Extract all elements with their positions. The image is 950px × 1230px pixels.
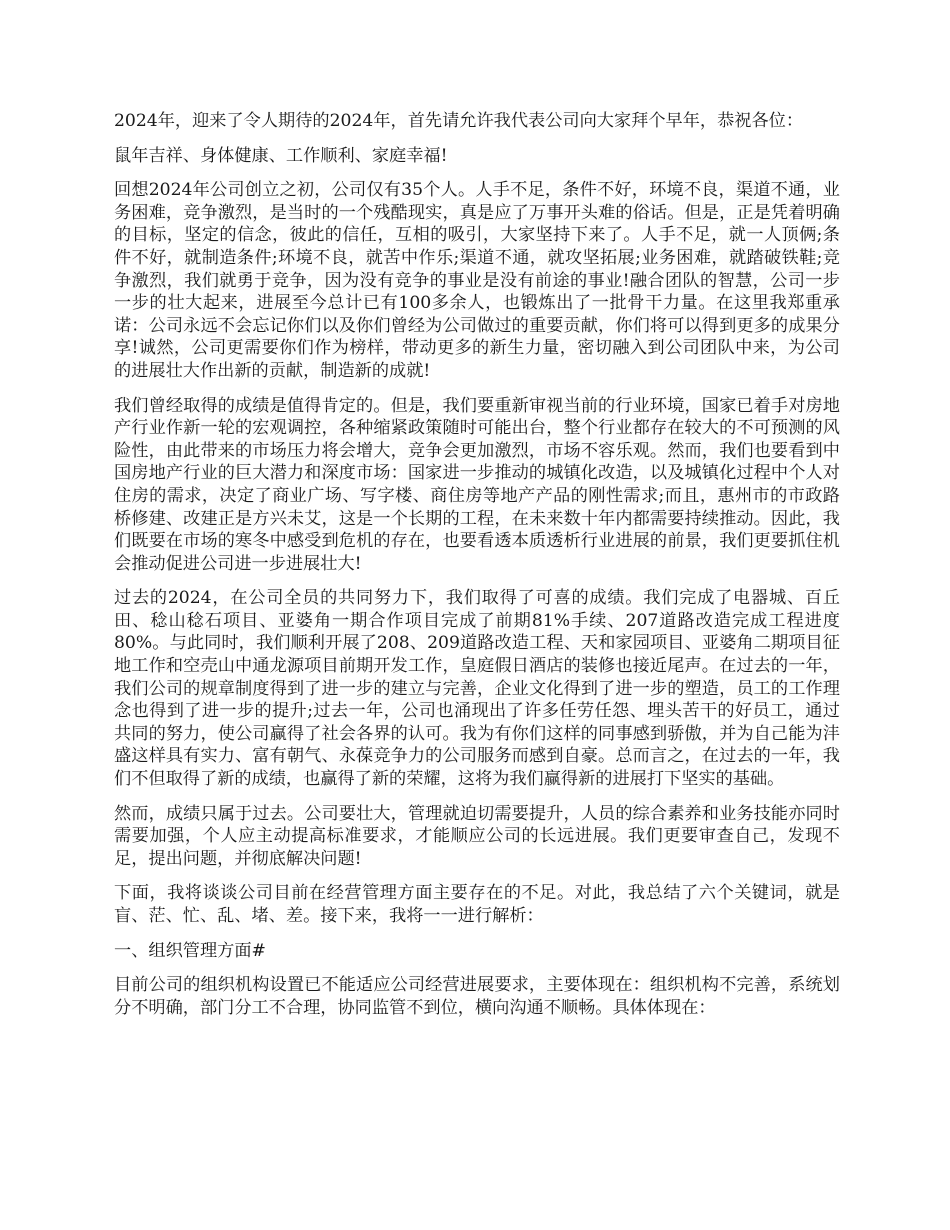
paragraph-improvement: 然而，成绩只属于过去。公司要壮大，管理就迫切需要提升，人员的综合素养和业务技能亦同时需要加强，个人应主动提高标准要求，才能顺应公司的长远进展。我们更要审查自己，发现不足，提出问题，并彻底解决问题! <box>114 803 840 869</box>
paragraph-founding: 回想2024年公司创立之初，公司仅有35个人。人手不足，条件不好，环境不良，渠道不通，业务困难，竞争激烈，是当时的一个残酷现实，真是应了万事开头难的俗话。但是，正是凭着明确的目标，坚定的信念，彼此的信任，互相的吸引，大家坚持下来了。人手不足，就一人顶俩;条件不好，就制造条件;环境不良，就苦中作乐;渠道不通，就攻坚拓展;业务困难，就踏破铁鞋;竞争激烈，我们就勇于竞争，因为没有竞争的事业是没有前途的事业!融合团队的智慧，公司一步一步的壮大起来，进展至今总计已有100多余人，也锻炼出了一批骨干力量。在这里我郑重承诺：公司永远不会忘记你们以及你们曾经为公司做过的重要贡献，你们将可以得到更多的成果分享!诚然，公司更需要你们作为榜样，带动更多的新生力量，密切融入到公司团队中来，为公司的进展壮大作出新的贡献，制造新的成就! <box>114 180 840 381</box>
paragraph-organization: 目前公司的组织机构设置已不能适应公司经营进展要求，主要体现在：组织机构不完善，系统划分不明确，部门分工不合理，协同监管不到位，横向沟通不顺畅。具体体现在： <box>114 975 840 1018</box>
section-heading: 一、组织管理方面# <box>114 940 266 961</box>
paragraph-industry: 我们曾经取得的成绩是值得肯定的。但是，我们要重新审视当前的行业环境，国家已着手对房地产行业作新一轮的宏观调控，各种缩紧政策随时可能出台，整个行业都存在较大的不可预测的风险性，由此带来的市场压力将会增大，竞争会更加激烈，市场不容乐观。然而，我们也要看到中国房地产行业的巨大潜力和深度市场：国家进一步推动的城镇化改造，以及城镇化过程中个人对住房的需求，决定了商业广场、写字楼、商住房等地产产品的刚性需求;而且，惠州市的市政路桥修建、改建正是方兴未艾，这是一个长期的工程，在未来数十年内都需要持续推动。因此，我们既要在市场的寒冬中感受到危机的存在，也要看透本质透析行业进展的前景，我们更要抓住机会推动促进公司进一步进展壮大! <box>114 395 840 574</box>
paragraph-greeting: 2024年，迎来了令人期待的2024年，首先请允许我代表公司向大家拜个早年，恭祝各位： <box>114 111 804 131</box>
paragraph-wishes: 鼠年吉祥、身体健康、工作顺利、家庭幸福! <box>114 145 448 166</box>
paragraph-shortcomings: 下面，我将谈谈公司目前在经营管理方面主要存在的不足。对此，我总结了六个关键词，就是盲、茫、忙、乱、堵、差。接下来，我将一一进行解析： <box>114 883 840 926</box>
paragraph-achievements: 过去的2024，在公司全员的共同努力下，我们取得了可喜的成绩。我们完成了电器城、百丘田、稔山稔石项目、亚婆角一期合作项目完成了前期81%手续、207道路改造完成工程进度80%。与此同时，我们顺利开展了208、209道路改造工程、天和家园项目、亚婆角二期项目征地工作和空売山中通龙源项目前期开发工作，皇庭假日酒店的装修也接近尾声。在过去的一年，我们公司的规章制度得到了进一步的建立与完善，企业文化得到了进一步的塑造，员工的工作理念也得到了进一步的提升;过去一年，公司也涌现出了许多任劳任怨、埋头苦干的好员工，通过共同的努力，使公司赢得了社会各界的认可。我为有你们这样的同事感到骄傲，并为自己能为沣盛这样具有实力、富有朝气、永葆竞争力的公司服务而感到自豪。总而言之，在过去的一年，我们不但取得了新的成绩，也赢得了新的荣耀，这将为我们赢得新的进展打下坚实的基础。 <box>114 588 840 790</box>
document-body <box>114 110 840 1031</box>
